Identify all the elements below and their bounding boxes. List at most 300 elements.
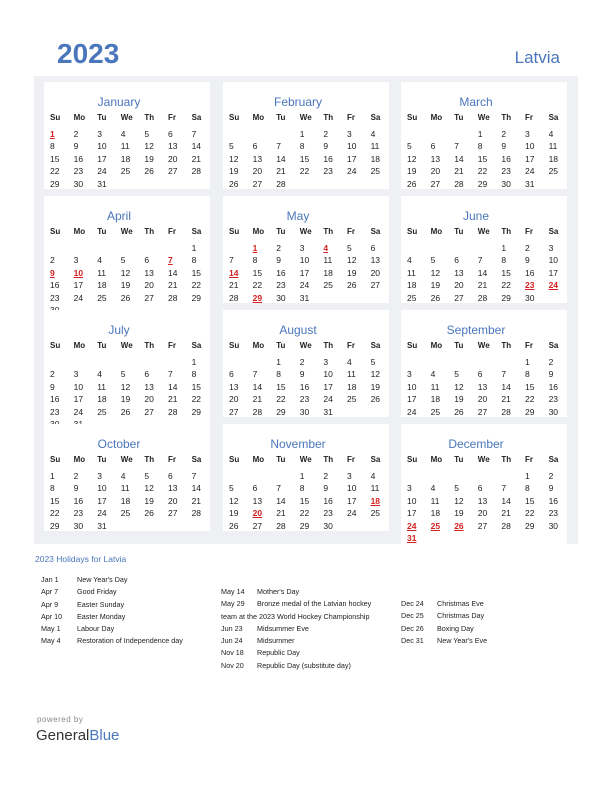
brand-blue: Blue bbox=[89, 727, 120, 744]
week-row bbox=[407, 128, 572, 140]
holiday-item bbox=[401, 598, 487, 610]
holidays-column-3 bbox=[401, 598, 487, 647]
day-cell: 1 bbox=[299, 471, 305, 481]
day-cell: 25 bbox=[370, 166, 381, 177]
day-cell: 11 bbox=[97, 381, 107, 392]
day-cell: 29 bbox=[501, 292, 511, 303]
month-title: April bbox=[106, 209, 131, 223]
week-row bbox=[407, 178, 572, 190]
month-january bbox=[44, 82, 210, 189]
month-title: December bbox=[448, 437, 504, 451]
day-cell bbox=[347, 406, 371, 418]
day-cell: 17 bbox=[97, 153, 107, 164]
country-title: Latvia bbox=[514, 48, 560, 67]
day-cell: 15 bbox=[276, 381, 286, 392]
day-cell: 29 bbox=[276, 406, 286, 417]
day-cell: 16 bbox=[73, 495, 84, 506]
weekday-header bbox=[407, 226, 572, 238]
weekday-label: Fr bbox=[524, 113, 533, 122]
day-cell: 24 bbox=[73, 292, 84, 303]
day-cell: 14 bbox=[454, 153, 464, 164]
day-cell: 9 bbox=[323, 141, 329, 152]
week-row bbox=[229, 292, 394, 304]
day-cell bbox=[121, 242, 145, 254]
day-cell: 10 bbox=[97, 483, 107, 494]
day-cell: 2 bbox=[548, 471, 554, 481]
day-cell: 28 bbox=[276, 520, 286, 531]
day-cell: 17 bbox=[73, 280, 84, 291]
week-row bbox=[407, 242, 572, 254]
day-cell: 4 bbox=[120, 471, 126, 481]
day-cell: 19 bbox=[144, 495, 154, 506]
day-cell bbox=[431, 128, 455, 140]
day-cell bbox=[253, 128, 277, 140]
day-cell: 20 bbox=[144, 280, 154, 291]
day-cell: 21 bbox=[276, 508, 286, 519]
day-cell bbox=[371, 406, 395, 418]
weekday-header bbox=[50, 226, 215, 238]
day-cell: 1 bbox=[501, 243, 507, 253]
day-cell: 9 bbox=[73, 483, 79, 494]
day-cell: 5 bbox=[229, 483, 234, 494]
day-cell bbox=[454, 242, 478, 254]
weekday-label: Sa bbox=[191, 113, 202, 122]
day-cell: 7 bbox=[276, 483, 281, 494]
week-row bbox=[50, 470, 215, 482]
week-row bbox=[229, 381, 394, 393]
day-cell: 8 bbox=[276, 369, 281, 380]
day-cell: 7 bbox=[454, 141, 459, 152]
day-cell: 15 bbox=[501, 267, 511, 278]
day-cell: 29 bbox=[191, 292, 202, 303]
day-cell: 30 bbox=[73, 178, 84, 189]
day-cell: 5 bbox=[430, 255, 436, 266]
day-cell: 28 bbox=[276, 178, 286, 189]
month-may bbox=[223, 196, 389, 303]
weekday-header bbox=[229, 340, 394, 352]
day-cell bbox=[50, 356, 74, 368]
day-cell: 23 bbox=[299, 394, 310, 405]
week-row bbox=[407, 356, 572, 368]
week-row bbox=[229, 406, 394, 418]
holiday-date-label: Nov 20 bbox=[221, 660, 244, 670]
day-cell: 3 bbox=[323, 357, 329, 367]
day-cell: 23 bbox=[323, 508, 333, 519]
weekday-label: Sa bbox=[370, 227, 381, 236]
weekday-label: Su bbox=[50, 341, 61, 350]
day-cell bbox=[253, 356, 277, 368]
day-cell: 3 bbox=[346, 129, 352, 139]
day-cell: 4 bbox=[97, 369, 102, 380]
day-cell: 8 bbox=[191, 369, 197, 380]
holiday-name: New Year's Eve bbox=[437, 635, 488, 645]
weekday-label: Th bbox=[144, 341, 155, 350]
day-cell: 24 bbox=[73, 406, 84, 417]
week-row bbox=[50, 507, 215, 519]
day-cell: 5 bbox=[407, 141, 412, 152]
weekday-label: Th bbox=[501, 227, 512, 236]
day-cell bbox=[253, 470, 277, 482]
holiday-name: Boxing Day bbox=[437, 623, 474, 633]
day-cell: 14 bbox=[167, 267, 178, 278]
day-cell: 9 bbox=[323, 483, 329, 494]
day-cell: 25 bbox=[346, 394, 357, 405]
holiday-name: Easter Monday bbox=[77, 611, 126, 621]
day-cell: 19 bbox=[370, 381, 381, 392]
day-cell: 11 bbox=[430, 495, 440, 506]
holiday-date-label: Jun 24 bbox=[221, 636, 243, 646]
day-cell: 13 bbox=[477, 495, 488, 506]
weekday-label: Tu bbox=[276, 341, 286, 350]
day-cell: 28 bbox=[501, 406, 511, 417]
week-row bbox=[229, 178, 394, 190]
day-cell: 30 bbox=[299, 406, 310, 417]
day-cell: 13 bbox=[144, 381, 154, 392]
day-cell: 6 bbox=[477, 483, 483, 494]
day-cell: 18 bbox=[407, 280, 417, 291]
day-cell bbox=[323, 292, 347, 304]
day-cell bbox=[454, 532, 478, 544]
week-row bbox=[50, 242, 215, 254]
day-cell: 13 bbox=[477, 381, 488, 392]
day-cell bbox=[347, 292, 371, 304]
weekday-label: We bbox=[120, 455, 133, 464]
month-june bbox=[401, 196, 567, 303]
holiday-name: Restoration of Independence day bbox=[77, 636, 183, 646]
weekday-label: Sa bbox=[548, 341, 559, 350]
weekday-label: Tu bbox=[276, 227, 286, 236]
week-row bbox=[50, 368, 215, 380]
day-cell: 19 bbox=[120, 394, 131, 405]
day-cell: 15 bbox=[50, 153, 60, 164]
weekday-label: Su bbox=[229, 341, 240, 350]
day-cell bbox=[97, 356, 121, 368]
month-title: March bbox=[459, 95, 493, 109]
day-cell: 20 bbox=[430, 166, 441, 177]
day-cell: 8 bbox=[50, 483, 55, 494]
powered-by-label: powered by bbox=[37, 715, 84, 724]
week-row bbox=[229, 482, 394, 494]
day-cell: 30 bbox=[548, 406, 559, 417]
day-cell: 21 bbox=[276, 166, 286, 177]
weekday-label: Th bbox=[144, 113, 155, 122]
weekday-label: Th bbox=[501, 455, 512, 464]
month-november bbox=[223, 424, 389, 531]
weekday-label: Th bbox=[323, 455, 334, 464]
weekday-label: We bbox=[299, 113, 312, 122]
day-cell: 13 bbox=[454, 267, 464, 278]
day-cell bbox=[300, 178, 324, 190]
day-cell: 22 bbox=[276, 394, 286, 405]
day-cell bbox=[74, 356, 98, 368]
day-cell: 24 bbox=[407, 406, 417, 417]
weekday-label: Fr bbox=[167, 227, 176, 236]
day-cell: 15 bbox=[524, 381, 535, 392]
weekday-label: We bbox=[299, 227, 312, 236]
day-cell bbox=[144, 242, 168, 254]
weekday-label: Su bbox=[50, 455, 61, 464]
weekday-label: Mo bbox=[73, 341, 86, 350]
day-cell: 30 bbox=[524, 292, 535, 303]
weekday-header bbox=[50, 340, 215, 352]
holiday-date-label: May 14 bbox=[221, 587, 245, 596]
day-cell: 19 bbox=[229, 508, 239, 519]
day-cell: 3 bbox=[299, 243, 305, 253]
holiday-date: 26 bbox=[454, 520, 464, 531]
holiday-date-label: Jun 23 bbox=[221, 623, 243, 633]
week-row bbox=[50, 153, 215, 165]
day-cell: 26 bbox=[454, 406, 464, 417]
day-cell: 3 bbox=[548, 243, 554, 253]
week-row bbox=[229, 470, 394, 482]
month-title: June bbox=[462, 209, 490, 223]
holiday-item bbox=[41, 635, 183, 647]
day-cell: 15 bbox=[477, 153, 488, 164]
holiday-item bbox=[221, 586, 371, 598]
day-cell: 23 bbox=[501, 166, 511, 177]
day-cell: 22 bbox=[50, 508, 60, 519]
weekday-header bbox=[229, 112, 394, 124]
week-row bbox=[50, 267, 215, 279]
week-row bbox=[50, 482, 215, 494]
weekday-label: Su bbox=[229, 455, 240, 464]
week-row bbox=[407, 279, 572, 291]
day-cell: 19 bbox=[346, 267, 357, 278]
day-cell bbox=[407, 242, 431, 254]
holiday-date: 1 bbox=[50, 129, 55, 139]
day-cell: 25 bbox=[97, 406, 107, 417]
weekday-header bbox=[50, 454, 215, 466]
day-cell: 6 bbox=[229, 369, 234, 380]
day-cell: 13 bbox=[167, 483, 178, 494]
day-cell: 10 bbox=[97, 141, 107, 152]
day-cell: 6 bbox=[252, 483, 258, 494]
holiday-date: 18 bbox=[370, 495, 381, 506]
week-row bbox=[407, 507, 572, 519]
week-row bbox=[229, 153, 394, 165]
day-cell bbox=[501, 532, 525, 544]
day-cell: 18 bbox=[120, 153, 131, 164]
day-cell bbox=[229, 128, 253, 140]
holiday-item bbox=[41, 599, 183, 611]
week-row bbox=[50, 165, 215, 177]
day-cell: 20 bbox=[477, 508, 488, 519]
week-row bbox=[407, 368, 572, 380]
day-cell: 5 bbox=[120, 255, 126, 266]
day-cell: 28 bbox=[191, 166, 202, 177]
day-cell: 23 bbox=[548, 508, 559, 519]
day-cell: 1 bbox=[477, 129, 483, 139]
day-cell: 7 bbox=[501, 369, 507, 380]
week-row bbox=[229, 128, 394, 140]
day-cell: 3 bbox=[97, 471, 102, 481]
weekday-label: Tu bbox=[454, 227, 464, 236]
week-row bbox=[407, 292, 572, 304]
weekday-label: Su bbox=[50, 113, 61, 122]
day-cell: 17 bbox=[73, 394, 84, 405]
day-cell: 2 bbox=[73, 471, 79, 481]
day-cell: 8 bbox=[501, 255, 507, 266]
brand-logo[interactable] bbox=[36, 727, 119, 744]
day-cell: 12 bbox=[229, 495, 239, 506]
day-cell: 2 bbox=[73, 129, 79, 139]
day-cell: 1 bbox=[191, 357, 197, 367]
day-cell: 9 bbox=[501, 141, 507, 152]
day-cell: 6 bbox=[252, 141, 258, 152]
day-cell: 5 bbox=[229, 141, 234, 152]
day-cell: 5 bbox=[144, 129, 150, 139]
day-cell: 15 bbox=[299, 153, 310, 164]
day-cell: 18 bbox=[430, 508, 441, 519]
day-cell: 22 bbox=[191, 394, 202, 405]
day-cell: 5 bbox=[346, 243, 352, 253]
day-cell: 13 bbox=[252, 495, 263, 506]
day-cell: 8 bbox=[50, 141, 55, 152]
day-cell: 16 bbox=[323, 153, 333, 164]
day-cell: 28 bbox=[252, 406, 263, 417]
week-row bbox=[229, 368, 394, 380]
day-cell: 22 bbox=[477, 166, 488, 177]
day-cell: 25 bbox=[430, 406, 441, 417]
day-cell: 10 bbox=[323, 369, 333, 380]
holiday-item bbox=[41, 611, 183, 623]
calendar-grid bbox=[34, 76, 578, 544]
day-cell: 13 bbox=[229, 381, 239, 392]
weekday-label: Th bbox=[323, 341, 334, 350]
day-cell: 23 bbox=[50, 406, 60, 417]
day-cell: 3 bbox=[524, 129, 530, 139]
day-cell: 19 bbox=[430, 280, 441, 291]
day-cell: 10 bbox=[346, 141, 357, 152]
day-cell: 22 bbox=[252, 280, 263, 291]
holiday-name: Midsummer bbox=[257, 636, 295, 646]
day-cell bbox=[323, 178, 347, 190]
day-cell bbox=[276, 470, 300, 482]
holiday-item bbox=[221, 611, 371, 623]
day-cell: 29 bbox=[524, 520, 535, 531]
holiday-date: 29 bbox=[252, 292, 263, 303]
holiday-date: 1 bbox=[252, 243, 258, 253]
day-cell: 25 bbox=[370, 508, 381, 519]
day-cell: 9 bbox=[73, 141, 79, 152]
weekday-label: Fr bbox=[167, 113, 176, 122]
day-cell: 23 bbox=[73, 508, 84, 519]
holiday-date-label: Dec 31 bbox=[401, 635, 424, 645]
day-cell bbox=[407, 356, 431, 368]
day-cell: 29 bbox=[191, 406, 202, 417]
day-cell: 9 bbox=[50, 381, 55, 392]
day-cell: 17 bbox=[524, 153, 535, 164]
week-row bbox=[50, 393, 215, 405]
week-row bbox=[407, 520, 572, 532]
holiday-date: 25 bbox=[430, 520, 441, 531]
weekday-label: Su bbox=[229, 113, 240, 122]
weekday-label: Mo bbox=[252, 341, 265, 350]
day-cell: 6 bbox=[167, 129, 173, 139]
week-row bbox=[229, 267, 394, 279]
holiday-name: Labour Day bbox=[77, 624, 115, 634]
day-cell: 31 bbox=[97, 178, 107, 189]
day-cell bbox=[192, 520, 216, 532]
holiday-date: 9 bbox=[50, 267, 55, 278]
day-cell: 9 bbox=[524, 255, 530, 266]
weekday-header bbox=[50, 112, 215, 124]
holiday-name: Christmas Day bbox=[437, 611, 485, 621]
day-cell bbox=[478, 242, 502, 254]
day-cell: 31 bbox=[323, 406, 333, 417]
day-cell: 20 bbox=[454, 280, 464, 291]
day-cell bbox=[168, 520, 192, 532]
day-cell: 10 bbox=[346, 483, 357, 494]
holiday-date: 10 bbox=[73, 267, 84, 278]
day-cell: 27 bbox=[167, 508, 178, 519]
day-cell: 27 bbox=[252, 178, 263, 189]
weekday-label: We bbox=[477, 113, 490, 122]
weekday-label: We bbox=[299, 341, 312, 350]
day-cell: 30 bbox=[548, 520, 559, 531]
week-row bbox=[50, 279, 215, 291]
day-cell: 21 bbox=[167, 394, 178, 405]
weekday-label: Su bbox=[229, 227, 240, 236]
week-row bbox=[50, 292, 215, 304]
day-cell: 6 bbox=[167, 471, 173, 481]
day-cell: 25 bbox=[120, 166, 131, 177]
day-cell: 30 bbox=[73, 520, 84, 531]
day-cell bbox=[347, 178, 371, 190]
day-cell: 25 bbox=[407, 292, 417, 303]
weekday-label: Fr bbox=[524, 341, 533, 350]
day-cell: 20 bbox=[167, 153, 178, 164]
day-cell: 23 bbox=[50, 292, 60, 303]
holiday-name: Easter Sunday bbox=[77, 599, 125, 609]
day-cell: 5 bbox=[454, 483, 459, 494]
day-cell bbox=[431, 356, 455, 368]
day-cell bbox=[525, 532, 549, 544]
day-cell: 11 bbox=[120, 141, 130, 152]
day-cell: 8 bbox=[252, 255, 258, 266]
day-cell bbox=[74, 242, 98, 254]
day-cell: 12 bbox=[454, 495, 464, 506]
week-row bbox=[229, 495, 394, 507]
day-cell: 11 bbox=[346, 369, 356, 380]
day-cell: 29 bbox=[524, 406, 535, 417]
day-cell: 4 bbox=[97, 255, 102, 266]
weekday-label: Tu bbox=[276, 113, 286, 122]
day-cell: 28 bbox=[167, 406, 178, 417]
day-cell: 31 bbox=[524, 178, 535, 189]
day-cell: 5 bbox=[454, 369, 459, 380]
day-cell: 1 bbox=[299, 129, 305, 139]
weekday-label: We bbox=[477, 227, 490, 236]
day-cell: 22 bbox=[50, 166, 60, 177]
weekday-header bbox=[229, 226, 394, 238]
day-cell: 4 bbox=[370, 471, 376, 481]
day-cell: 10 bbox=[299, 255, 310, 266]
day-cell: 24 bbox=[323, 394, 333, 405]
day-cell: 14 bbox=[276, 153, 286, 164]
day-cell: 31 bbox=[97, 520, 107, 531]
weekday-label: We bbox=[299, 455, 312, 464]
day-cell bbox=[371, 520, 395, 532]
holiday-date: 20 bbox=[252, 508, 263, 519]
day-cell: 26 bbox=[144, 166, 154, 177]
day-cell: 13 bbox=[167, 141, 178, 152]
day-cell: 19 bbox=[407, 166, 417, 177]
weekday-label: We bbox=[120, 341, 133, 350]
day-cell: 30 bbox=[501, 178, 511, 189]
day-cell bbox=[144, 520, 168, 532]
month-title: October bbox=[97, 437, 141, 451]
